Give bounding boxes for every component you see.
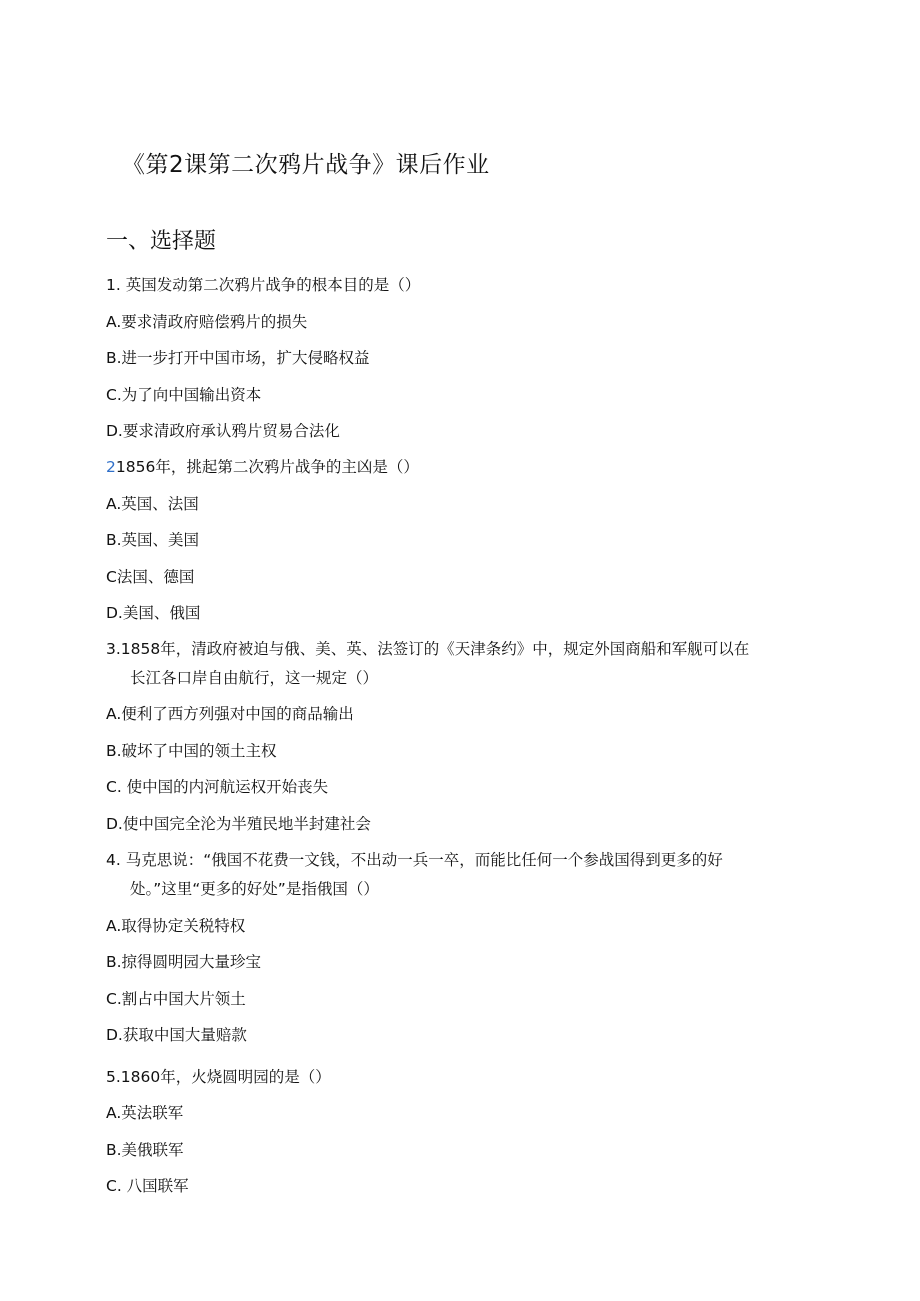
question-4-option-d: D.获取中国大量赔款 <box>106 1026 247 1044</box>
question-5-option-b: B.美俄联军 <box>106 1141 184 1159</box>
question-2-option-b: B.英国、美国 <box>106 531 200 549</box>
question-5-option-c: C. 八国联军 <box>106 1177 189 1195</box>
question-2-stem-text: 1856年，挑起第二次鸦片战争的主凶是（） <box>115 458 419 476</box>
question-2-option-a: A.英国、法国 <box>106 495 199 513</box>
question-1-option-d: D.要求清政府承认鸦片贸易合法化 <box>106 422 340 440</box>
question-2-option-d: D.美国、俄国 <box>106 604 201 622</box>
question-1-stem: 1. 英国发动第二次鸦片战争的根本目的是（） <box>106 276 421 294</box>
question-2-stem <box>106 456 419 478</box>
question-4-option-b: B.掠得圆明园大量珍宝 <box>106 953 262 971</box>
question-4-stem-line-1: 4. 马克思说：“俄国不花费一文钱，不出动一兵一卒，而能比任何一个参战国得到更多的好 <box>106 851 723 869</box>
section-title: 一、选择题 <box>106 229 217 254</box>
question-2-option-c: C法国、德国 <box>106 568 195 586</box>
question-5-option-a: A.英法联军 <box>106 1104 184 1122</box>
question-3-option-c: C. 使中国的内河航运权开始丧失 <box>106 778 329 796</box>
question-4-option-a: A.取得协定关税特权 <box>106 917 246 935</box>
question-3-option-a: A.便利了西方列强对中国的商品输出 <box>106 705 354 723</box>
question-3-option-d: D.使中国完全沦为半殖民地半封建社会 <box>106 815 371 833</box>
question-4-option-c: C.割占中国大片领土 <box>106 990 246 1008</box>
question-1-option-a: A.要求清政府赔偿鸦片的损失 <box>106 313 308 331</box>
question-2-number: 2 <box>106 458 116 476</box>
question-4-stem-line-2: 处。”这里“更多的好处”是指俄国（） <box>130 880 379 898</box>
question-1-option-b: B.进一步打开中国市场，扩大侵略权益 <box>106 349 370 367</box>
question-3-stem-line-2: 长江各口岸自由航行，这一规定（） <box>130 669 379 687</box>
question-3-stem-line-1: 3.1858年，清政府被迫与俄、美、英、法签订的《天津条约》中，规定外国商船和军舰可以在 <box>106 640 750 658</box>
question-5-stem: 5.1860年，火烧圆明园的是（） <box>106 1068 331 1086</box>
document-title: 《第2课第二次鸦片战争》课后作业 <box>122 152 490 178</box>
question-3-option-b: B.破坏了中国的领土主权 <box>106 742 277 760</box>
question-1-option-c: C.为了向中国输出资本 <box>106 386 262 404</box>
